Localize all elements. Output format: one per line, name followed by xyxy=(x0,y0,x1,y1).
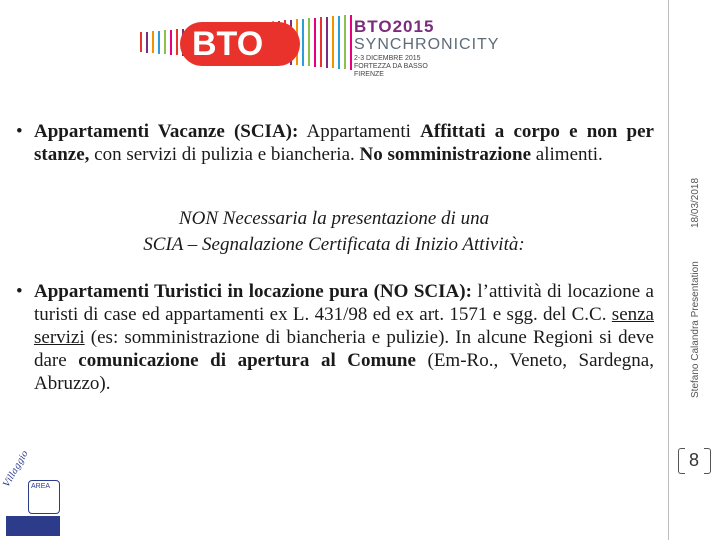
stripe xyxy=(140,32,142,52)
bullet2-text: l’attività di locazione a turisti di case ed appartamenti ex L. 431/98 ed ex art. 1571 e sgg. del C.C. xyxy=(34,281,654,325)
bullet-appartamenti-turistici xyxy=(14,280,654,395)
event-title: BTO2015 xyxy=(354,17,435,36)
bullet-dot: • xyxy=(16,281,23,302)
bullet1-bold-phrase: Affittati a corpo e non per stanze, xyxy=(34,121,654,165)
stripe xyxy=(350,15,352,70)
bullet1-bold-phrase: No somministrazione xyxy=(359,144,532,165)
stripe xyxy=(308,18,310,66)
side-divider xyxy=(668,0,669,540)
stripe xyxy=(344,15,346,69)
bullet-dot: • xyxy=(16,121,23,142)
bto-logo-text: BTO xyxy=(192,25,264,63)
slide-date: 18/03/2018 xyxy=(690,177,701,228)
page-number-text: 8 xyxy=(688,450,699,470)
bullet2-text: (Em-Ro., Veneto, Sardegna, Abruzzo). xyxy=(34,350,654,394)
stripe xyxy=(170,30,172,55)
stripe xyxy=(164,30,166,54)
stripe xyxy=(302,19,304,66)
note-line-2: SCIA – Segnalazione Certificata di Inizio Attività: xyxy=(143,234,525,255)
event-info-block xyxy=(354,18,544,78)
stripe xyxy=(158,31,160,54)
bullet1-bold-title: Appartamenti Vacanze (SCIA): xyxy=(34,121,299,142)
bullet2-underlined: senza xyxy=(611,304,654,325)
stripe xyxy=(320,17,322,67)
right-bracket xyxy=(704,448,711,474)
bullet2-text: (es: somministrazione di biancheria e pulizie). In alcune Regioni si deve dare xyxy=(34,327,654,371)
presentation-author: Stefano Calandra Presentation xyxy=(690,261,701,398)
stripe xyxy=(314,18,316,67)
bullet2-underlined: servizi xyxy=(34,327,85,348)
note-line-1: NON Necessaria la presentazione di una xyxy=(178,208,490,229)
logo-script-text: Villaggio xyxy=(2,449,31,489)
logo-blue-box xyxy=(6,516,60,536)
bullet1-text: con servizi di pulizia e biancheria. xyxy=(89,144,360,165)
event-venue: FORTEZZA DA BASSO xyxy=(354,63,428,70)
bullet2-bold-phrase: comunicazione di apertura al Comune xyxy=(78,350,416,371)
logo-label: AREA xyxy=(31,483,51,490)
bullet1-text: alimenti. xyxy=(531,144,603,165)
stripe xyxy=(152,31,154,53)
stripe xyxy=(332,16,334,68)
event-date: 2-3 DICEMBRE 2015 xyxy=(354,55,421,62)
bullet-appartamenti-vacanze xyxy=(14,120,654,166)
bullet2-bold-title: Appartamenti Turistici in locazione pura (NO SCIA): xyxy=(34,281,472,302)
page-number xyxy=(670,446,718,476)
bullet1-text: Appartamenti xyxy=(298,121,421,142)
logo-emblem xyxy=(28,480,60,514)
slide-content xyxy=(14,120,654,395)
event-details xyxy=(354,55,544,79)
stripe xyxy=(326,17,328,68)
stripe xyxy=(146,32,148,53)
event-subtitle: SYNCHRONICITY xyxy=(354,36,500,53)
stripe xyxy=(338,16,340,69)
event-banner xyxy=(140,8,560,80)
association-logo xyxy=(2,449,64,538)
stripe xyxy=(176,29,178,55)
italic-note xyxy=(14,206,654,258)
event-city: FIRENZE xyxy=(354,71,384,78)
